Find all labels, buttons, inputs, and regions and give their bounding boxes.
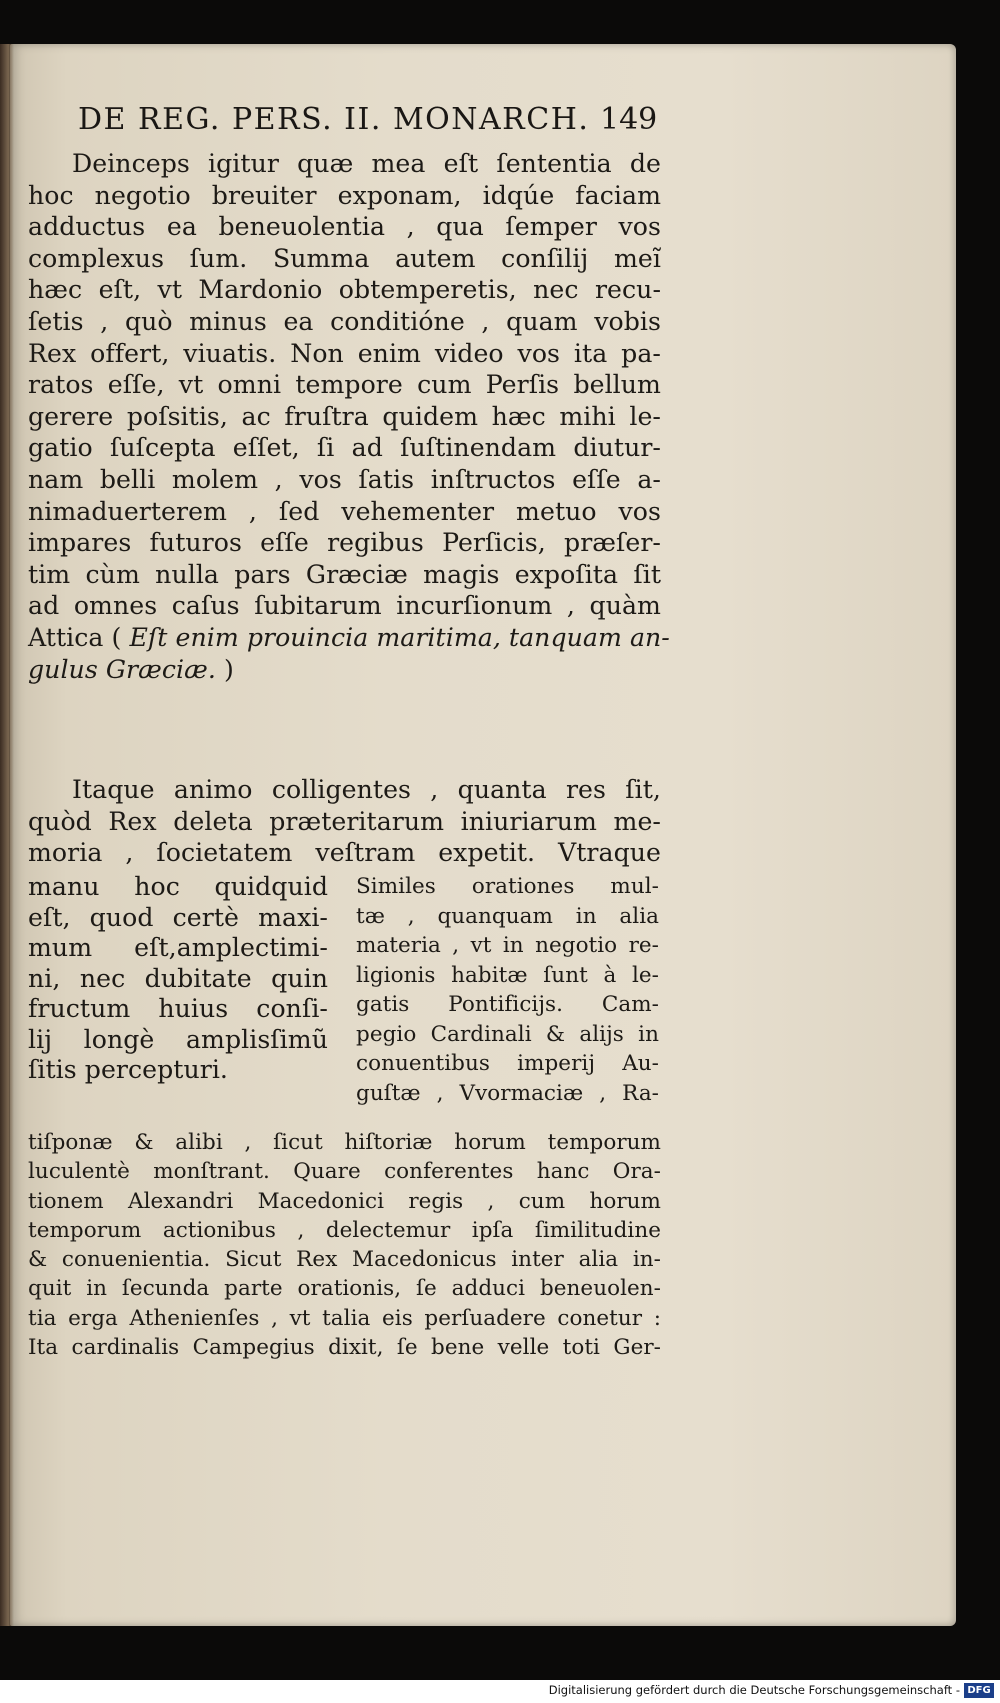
text-line: ad omnes caſus ſubitarum incurſionum , quàm xyxy=(28,591,661,621)
text-line: complexus ſum. Summa autem conſilij meĩ xyxy=(28,243,661,273)
text-line: materia , vt in negotio re- xyxy=(356,933,659,958)
digitization-footer xyxy=(0,1680,1000,1703)
text-line: temporum actionibus , delectemur ipſa ſimilitudine xyxy=(28,1217,661,1243)
text-line: eſt, quod certè maxi- xyxy=(28,902,328,932)
text-line: Itaque animo colligentes , quanta res ſit, xyxy=(72,775,661,804)
text-line: & conuenientia. Sicut Rex Macedonicus inter alia in- xyxy=(28,1247,661,1273)
text-line: nimaduerterem , ſed vehementer metuo vos xyxy=(28,496,661,526)
text-line: quòd Rex deleta præteritarum iniuriarum me- xyxy=(28,806,661,836)
paragraph-1 xyxy=(28,148,670,685)
text-line: nam belli molem , vos ſatis inſtructos eſſe a- xyxy=(28,464,661,494)
text-line: gerere poſsitis, ac fruſtra quidem hæc mihi le- xyxy=(28,401,661,431)
funding-credit: Digitalisierung gefördert durch die Deutsche Forschungsgemeinschaft - xyxy=(548,1683,960,1697)
text-line: gatio ſuſcepta eſſet, ſi ad ſuſtinendam diutur- xyxy=(28,433,661,463)
text-line: ſetis , quò minus ea conditióne , quam vobis xyxy=(28,306,661,336)
text-line: tim cùm nulla pars Græciæ magis expoſita ſit xyxy=(28,559,661,589)
text-line: gatis Pontificijs. Cam- xyxy=(356,992,659,1017)
text-line: hæc eſt, vt Mardonio obtemperetis, nec recu- xyxy=(28,275,661,305)
text-line: quit in ſecunda parte orationis, ſe adduci beneuolen- xyxy=(28,1276,661,1302)
running-header xyxy=(78,102,678,142)
text-line: Similes orationes mul- xyxy=(356,874,659,899)
text-line: moria , ſocietatem veſtram expetit. Vtraque xyxy=(28,838,661,868)
text-line: ligionis habitæ ſunt à le- xyxy=(356,962,659,988)
text-line: fructum huius conſi- xyxy=(28,994,328,1023)
dfg-logo: DFG xyxy=(964,1683,994,1698)
text-regular: ) xyxy=(215,654,234,684)
text-line: mum eſt,amplectimi- xyxy=(28,933,328,962)
text-line: ni, nec dubitate quin xyxy=(28,963,328,993)
text-line: impares futuros eſſe regibus Perſicis, præſer- xyxy=(28,528,661,558)
commentary-column xyxy=(356,872,659,1108)
main-text-column xyxy=(28,872,328,1086)
text-line: tia erga Athenienſes , vt talia eis perſuadere conetur : xyxy=(28,1305,661,1331)
text-line: Ita cardinalis Campegius dixit, ſe bene velle toti Ger- xyxy=(28,1335,661,1361)
text-line: adductus ea beneuolentia , qua ſemper vos xyxy=(28,212,661,242)
text-line: ſitis percepturi. xyxy=(28,1055,228,1084)
text-line: guſtæ , Vvormaciæ , Ra- xyxy=(356,1080,659,1106)
marginal-italic-text: gulus Græciæ. xyxy=(28,654,216,684)
text-line: luculentè monſtrant. Quare conferentes hanc Ora- xyxy=(28,1159,661,1185)
running-title: DE REG. PERS. II. MONARCH. xyxy=(78,102,590,137)
text-line: ratos eſſe, vt omni tempore cum Perſis bellum xyxy=(28,370,661,400)
text-line: tæ , quanquam in alia xyxy=(356,903,659,929)
text-line: Deinceps igitur quæ mea eſt ſententia de xyxy=(72,149,661,178)
text-line-mixed xyxy=(28,654,661,686)
text-regular: Attica ( xyxy=(28,622,130,652)
text-line: pegio Cardinali & alijs in xyxy=(356,1021,659,1047)
page-gutter-shadow xyxy=(0,44,14,1626)
text-line: hoc negotio breuiter exponam, idqúe faciam xyxy=(28,180,661,210)
text-line: Rex offert, viuatis. Non enim video vos ita pa- xyxy=(28,338,661,368)
text-line: lij longè amplisſimũ xyxy=(28,1024,328,1054)
marginal-italic-text: Eſt enim prouincia maritima, tanquam an- xyxy=(129,622,670,652)
text-line: tionem Alexandri Macedonici regis , cum horum xyxy=(28,1188,661,1214)
text-line: tiſponæ & alibi , ſicut hiſtoriæ horum temporum xyxy=(28,1130,661,1155)
text-line: manu hoc quidquid xyxy=(28,872,328,901)
paragraph-2 xyxy=(28,774,661,869)
commentary-paragraph xyxy=(28,1128,661,1362)
page-number: 149 xyxy=(600,102,658,137)
text-line-mixed xyxy=(28,622,670,654)
text-line: conuentibus imperij Au- xyxy=(356,1051,659,1076)
